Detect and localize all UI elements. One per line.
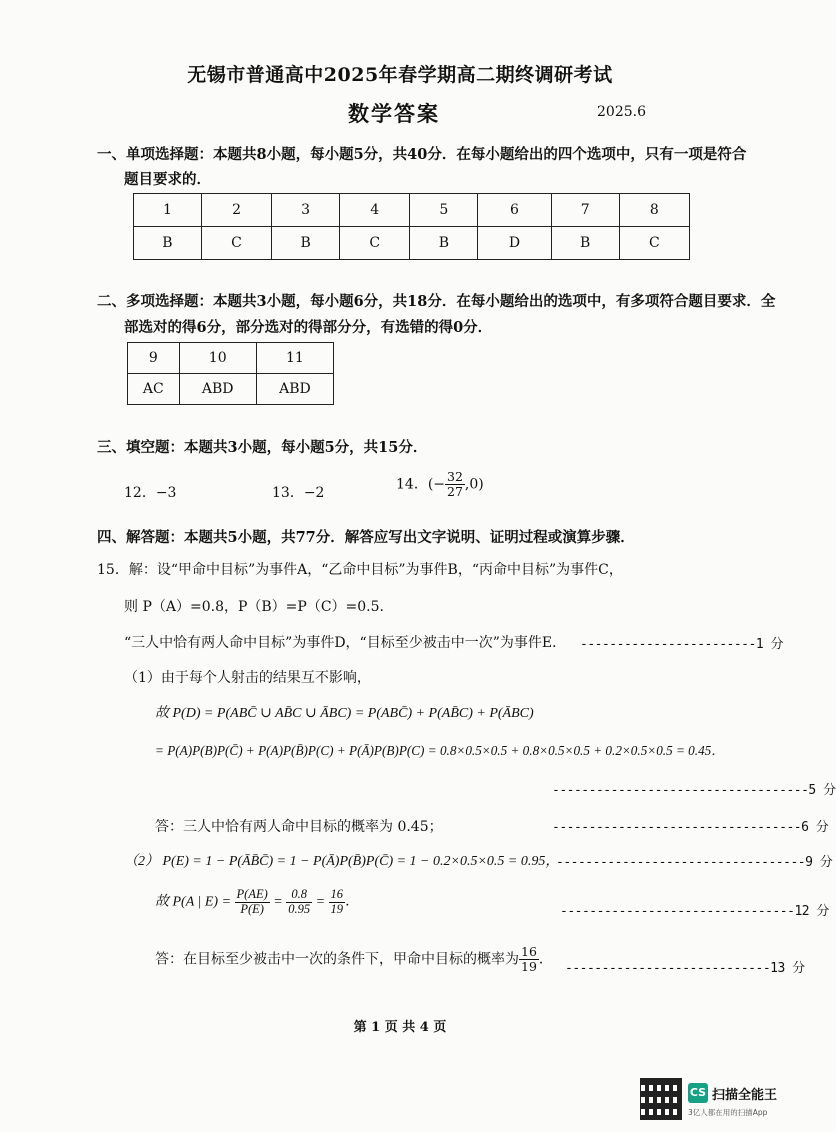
answer-q14 [396, 470, 484, 499]
table-cell: C [619, 227, 689, 260]
table-row-numbers [128, 343, 334, 374]
qr-code-icon [640, 1078, 682, 1120]
table-cell: B [410, 227, 478, 260]
equals-sign: = [273, 894, 283, 910]
q14-denominator: 27 [447, 483, 463, 499]
exam-date: 2025.6 [597, 104, 646, 120]
table-cell: 5 [410, 194, 478, 227]
score-mark-6: ----------------------------------6 分 [552, 820, 829, 835]
table-cell: 11 [256, 343, 333, 374]
part1-answer: 答：三人中恰有两人命中目标的概率为 0.45； [155, 819, 443, 835]
answer-fraction [519, 945, 539, 974]
brand-tagline: 3亿人都在用的扫描App [688, 1108, 768, 1117]
part1-equation-1: 故 P(D) = P(ABC̄ ∪ AB̄C ∪ ĀBC) = P(ABC̄) + P(AB̄C) + P(ĀBC) [155, 706, 534, 721]
section3-heading: 三、填空题：本题共3小题，每小题5分，共15分． [97, 439, 428, 456]
table-row-numbers [134, 194, 690, 227]
section2-answer-table [127, 342, 334, 405]
table-cell: 1 [134, 194, 202, 227]
q14-numerator: 32 [447, 469, 463, 484]
q14-prefix: 14．(− [396, 476, 446, 493]
table-cell: ABD [256, 374, 333, 405]
value-numerator: 0.8 [286, 888, 312, 903]
section2-heading-cont: 部选对的得6分，部分选对的得部分分，有选错的得0分． [124, 319, 493, 336]
part1-intro: （1）由于每个人射击的结果互不影响， [124, 670, 371, 686]
cond-fraction [235, 888, 270, 917]
q15-given: 则 P（A）=0.8，P（B）=P（C）=0.5． [124, 599, 394, 615]
score-mark-5: -----------------------------------5 分 [552, 783, 836, 798]
cond-denominator: P(E) [240, 901, 264, 916]
table-row-answers [128, 374, 334, 405]
table-cell: 7 [551, 194, 619, 227]
cond-numerator: P(AE) [236, 887, 268, 901]
table-cell: B [134, 227, 202, 260]
part2-conditional [155, 888, 359, 917]
score-mark-1: ------------------------1 分 [580, 637, 783, 652]
table-cell: 2 [201, 194, 271, 227]
camscanner-logo-icon: CS [688, 1083, 708, 1103]
answer-denominator: 19 [521, 958, 537, 974]
answer-q13: 13．−2 [272, 485, 325, 501]
table-cell: 3 [272, 194, 340, 227]
table-cell: 8 [619, 194, 689, 227]
table-row-answers [134, 227, 690, 260]
equals-sign: = [315, 894, 326, 910]
result-denominator: 19 [330, 901, 344, 916]
section1-heading-cont: 题目要求的． [124, 171, 211, 188]
score-mark-13: ----------------------------13 分 [565, 961, 805, 976]
value-denominator: 0.95 [288, 901, 311, 916]
part2-equation: （2） P(E) = 1 − P(ĀB̄C̄) = 1 − P(Ā)P(B̄)P(C̄) = 1 − 0.2×0.5×0.5 = 0.95， [124, 854, 560, 869]
part2-answer-text: 答：在目标至少被击中一次的条件下，甲命中目标的概率为 [155, 951, 519, 968]
table-cell: AC [128, 374, 180, 405]
table-cell: C [340, 227, 410, 260]
table-cell: 6 [478, 194, 551, 227]
q15-events: “三人中恰有两人命中目标”为事件D，“目标至少被击中一次”为事件E． [124, 635, 567, 651]
section1-heading: 一、单项选择题：本题共8小题，每小题5分，共40分．在每小题给出的四个选项中，只有一项是符合 [97, 146, 747, 163]
page-number: 第 1 页 共 4 页 [353, 1020, 447, 1035]
answer-numerator: 16 [521, 944, 537, 959]
document-title: 无锡市普通高中2025年春学期高二期终调研考试 [187, 64, 613, 86]
score-mark-9: ----------------------------------9 分 [556, 855, 833, 870]
q14-suffix: ,0) [464, 476, 484, 493]
end-mark: ． [538, 951, 553, 968]
table-cell: B [551, 227, 619, 260]
section2-heading: 二、多项选择题：本题共3小题，每小题6分，共18分．在每小题给出的选项中，有多项符合题目要求．全 [97, 293, 776, 310]
q15-setup: 15．解：设“甲命中目标”为事件A，“乙命中目标”为事件B，“丙命中目标”为事件C， [97, 562, 623, 578]
brand-name: 扫描全能王 [712, 1087, 778, 1103]
cond-prefix: 故 P(A | E) = [155, 894, 232, 910]
section1-answer-table [133, 193, 690, 260]
table-cell: 4 [340, 194, 410, 227]
scanner-watermark [688, 1083, 778, 1117]
table-cell: D [478, 227, 551, 260]
table-cell: B [272, 227, 340, 260]
document-subtitle: 数学答案 [348, 101, 440, 126]
end-mark: ． [345, 894, 360, 910]
q14-fraction [445, 470, 465, 499]
value-fraction [286, 888, 312, 917]
table-cell: 10 [179, 343, 256, 374]
score-mark-12: --------------------------------12 分 [560, 904, 829, 919]
result-fraction [329, 888, 346, 917]
table-cell: 9 [128, 343, 180, 374]
result-numerator: 16 [330, 887, 344, 901]
part1-equation-2: = P(A)P(B)P(C̄) + P(A)P(B̄)P(C) + P(Ā)P(B)P(C) = 0.8×0.5×0.5 + 0.8×0.5×0.5 + 0.2×0.5×0.5 = 0.45． [155, 743, 725, 758]
table-cell: ABD [179, 374, 256, 405]
section4-heading: 四、解答题：本题共5小题，共77分．解答应写出文字说明、证明过程或演算步骤． [97, 529, 635, 546]
answer-q12: 12．−3 [124, 485, 177, 501]
part2-answer [155, 945, 553, 974]
table-cell: C [201, 227, 271, 260]
